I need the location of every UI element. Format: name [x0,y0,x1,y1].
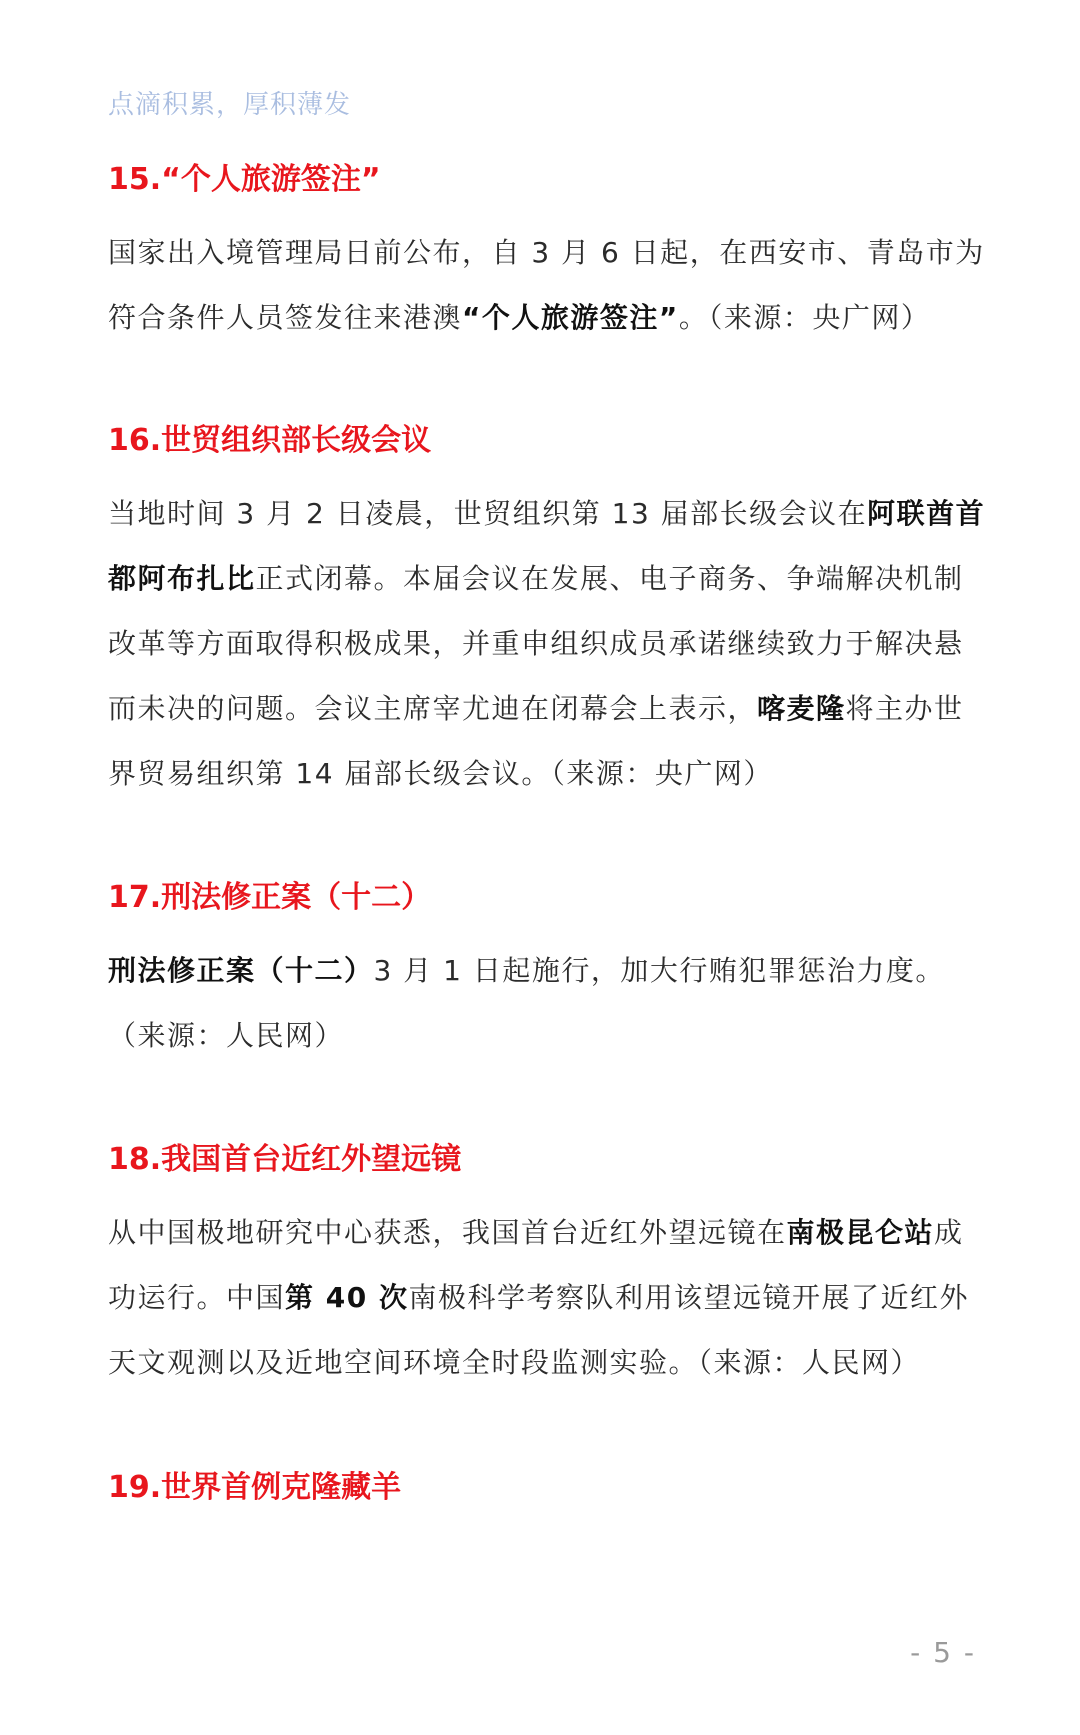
body-text: 将主办世界贸易组织第 14 届部长级会议。（来源：央广网） [108,692,964,790]
news-item [108,421,988,806]
news-item [108,878,988,1068]
body-text: 从中国极地研究中心获悉，我国首台近红外望远镜在 [108,1216,787,1249]
emphasized-text: 南极昆仑站 [786,1216,935,1249]
emphasized-text: “个人旅游签注” [462,301,679,334]
news-item-body [108,481,988,806]
news-item-body [108,220,988,350]
news-item [108,1140,988,1395]
body-text: 成功运行。中国 [108,1216,964,1314]
news-item-title: 19.世界首例克隆藏羊 [108,1470,402,1505]
body-text: 国家出入境管理局日前公布，自 3 月 6 日起，在西安市、青岛市为符合条件人员签发往来港澳 [108,236,985,334]
news-item-title: 17.刑法修正案（十二） [108,880,432,915]
news-item-title: 16.世贸组织部长级会议 [108,423,432,458]
news-item-body [108,1200,988,1395]
body-text: 3 月 1 日起施行，加大行贿犯罪惩治力度。（来源：人民网） [108,954,945,1052]
body-text: 正式闭幕。本届会议在发展、电子商务、争端解决机制改革等方面取得积极成果，并重申组织成员承诺继续致力于解决悬而未决的问题。会议主席宰尤迪在闭幕会上表示， [108,562,964,725]
news-item-title: 15.“个人旅游签注” [108,162,381,197]
news-item [108,1468,988,1508]
body-text: 当地时间 3 月 2 日凌晨，世贸组织第 13 届部长级会议在 [108,497,868,530]
body-text: 南极科学考察队利用该望远镜开展了近红外天文观测以及近地空间环境全时段监测实验。（来源：人民网） [108,1281,969,1379]
emphasized-text: 第 40 次 [285,1281,409,1314]
news-item [108,160,988,350]
emphasized-text: 阿联酋首都阿布扎比 [108,497,986,595]
emphasized-text: 喀麦隆 [757,692,846,725]
news-item-title: 18.我国首台近红外望远镜 [108,1142,462,1177]
body-text: 。（来源：央广网） [678,301,931,334]
news-item-body [108,938,988,1068]
page-header-slogan: 点滴积累，厚积薄发 [108,90,352,120]
emphasized-text: 刑法修正案（十二） [108,954,374,987]
page-number: - 5 - [910,1636,976,1669]
